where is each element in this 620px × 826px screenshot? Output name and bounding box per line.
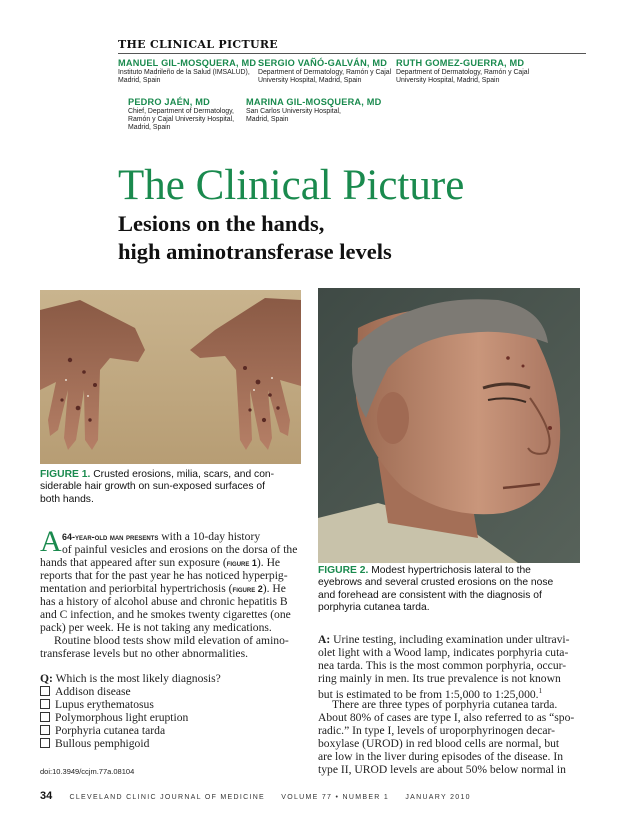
- author-name: MARINA GIL-MOSQUERA, MD: [246, 97, 382, 107]
- figure-2-caption: [318, 565, 584, 615]
- section-label: THE CLINICAL PICTURE: [118, 38, 278, 51]
- affiliation-line: Madrid, Spain: [246, 116, 289, 124]
- author-affiliation: [258, 69, 391, 85]
- volume: VOLUME 77: [281, 794, 333, 801]
- affiliation-line: Instituto Madrileño de la Salud (IMSALUD),: [118, 69, 250, 76]
- checkbox-icon[interactable]: [40, 712, 50, 722]
- author-affiliation: [118, 69, 256, 85]
- question: [40, 672, 221, 685]
- case-line-7: and C infection, and he smokes twenty cigarettes (one: [40, 608, 291, 621]
- affiliation-line: Madrid, Spain: [128, 124, 171, 132]
- option-label: Addison disease: [55, 685, 131, 698]
- affiliation-line: San Carlos University Hospital,: [246, 108, 341, 115]
- author-affiliation: [246, 108, 381, 124]
- author-name: RUTH GOMEZ-GUERRA, MD: [396, 58, 525, 68]
- drop-cap: A: [40, 525, 62, 558]
- article-subtitle-line-1: Lesions on the hands,: [118, 211, 325, 236]
- section-rule: [118, 53, 586, 54]
- option-polymorphous[interactable]: [40, 711, 188, 724]
- option-bullous[interactable]: [40, 737, 149, 750]
- line-text: mentation and periorbital hypertrichosis (: [40, 582, 233, 595]
- case-line-8: pack) per week. He is not taking any medications.: [40, 621, 272, 634]
- doi: doi:10.3949/ccjm.77a.08104: [40, 767, 135, 776]
- affiliation-line: Chief, Department of Dermatology,: [128, 108, 234, 115]
- answer-para2-line-4: boxylase (UROD) in red blood cells are normal, but: [318, 737, 560, 750]
- issue-number: NUMBER 1: [342, 794, 390, 801]
- line-text: with a 10-day history: [158, 530, 261, 543]
- case-para2-line-1: Routine blood tests show mild elevation of amino-: [54, 634, 289, 647]
- case-line-2: of painful vesicles and erosions on the dorsa of the: [62, 543, 298, 556]
- author-1: [118, 58, 256, 85]
- issue-date: JANUARY 2010: [405, 794, 471, 801]
- option-porphyria[interactable]: [40, 724, 165, 737]
- caption-line: Modest hypertrichosis lateral to the: [371, 565, 531, 576]
- figure-2-label: FIGURE 2.: [318, 565, 369, 576]
- line-text: ). He: [262, 582, 286, 595]
- answer-para2-line-1: There are three types of porphyria cutanea tarda.: [332, 698, 558, 711]
- case-line-4: reports that for the past year he has noticed hyperpig-: [40, 569, 288, 582]
- answer-para2-line-6: type II, UROD levels are about 50% below normal in: [318, 763, 566, 776]
- answer-line-4: ring mainly in men. Its true prevalence is not known: [318, 672, 561, 685]
- article-title: The Clinical Picture: [118, 162, 465, 209]
- case-line-3: [40, 556, 280, 570]
- author-name: PEDRO JAÉN, MD: [128, 97, 210, 107]
- question-label: Q:: [40, 672, 53, 685]
- caption-line: and forehead are consistent with the diagnosis of: [318, 589, 542, 601]
- option-label: Bullous pemphigoid: [55, 737, 150, 750]
- answer-para2-line-2: About 80% of cases are type I, also referred to as “spo-: [318, 711, 575, 724]
- figure-2-ref: figure 2: [232, 584, 263, 594]
- affiliation-line: Ramón y Cajal University Hospital,: [128, 116, 235, 124]
- case-line-6: has a history of alcohol abuse and chronic hepatitis B: [40, 595, 288, 608]
- article-subtitle-line-2: high aminotransferase levels: [118, 239, 392, 264]
- figure-1-caption: [40, 469, 302, 506]
- option-label: Polymorphous light eruption: [55, 711, 189, 724]
- checkbox-icon[interactable]: [40, 686, 50, 696]
- page-footer: [40, 790, 471, 802]
- author-name: MANUEL GIL-MOSQUERA, MD: [118, 58, 257, 68]
- question-text: Which is the most likely diagnosis?: [55, 672, 221, 685]
- option-label: Lupus erythematosus: [55, 698, 154, 711]
- author-affiliation: [128, 108, 234, 133]
- answer-para2-line-3: radic.” In type I, levels of uroporphyrinogen decar-: [318, 724, 556, 737]
- option-lupus[interactable]: [40, 698, 154, 711]
- affiliation-line: Department of Dermatology, Ramón y Cajal: [258, 69, 392, 76]
- affiliation-line: University Hospital, Madrid, Spain: [396, 77, 500, 85]
- caption-line: both hands.: [40, 493, 94, 505]
- figure-2-face-photo: [318, 288, 580, 563]
- answer-line-1: [318, 633, 569, 646]
- separator: •: [335, 794, 340, 801]
- journal-name: CLEVELAND CLINIC JOURNAL OF MEDICINE: [69, 794, 266, 801]
- affiliation-line: Department of Dermatology, Ramón y Cajal: [396, 69, 530, 76]
- lead-smallcaps: 64-year-old man presents: [62, 532, 159, 542]
- answer-line-2: olet light with a Wood lamp, indicates porphyria cuta-: [318, 646, 569, 659]
- case-line-5: [40, 582, 286, 596]
- figure-1-ref: figure 1: [226, 558, 257, 568]
- answer-line-3: nea tarda. This is the most common porphyria, occur-: [318, 659, 567, 672]
- checkbox-icon[interactable]: [40, 738, 50, 748]
- line-text: hands that appeared after sun exposure (: [40, 556, 227, 569]
- answer-label: A:: [318, 633, 331, 646]
- checkbox-icon[interactable]: [40, 725, 50, 735]
- case-line-1: [62, 530, 260, 544]
- author-2: [258, 58, 391, 85]
- author-5: [246, 97, 381, 124]
- author-3: [396, 58, 529, 85]
- caption-line: eyebrows and several crusted erosions on the nose: [318, 577, 554, 589]
- option-label: Porphyria cutanea tarda: [55, 724, 166, 737]
- affiliation-line: University Hospital, Madrid, Spain: [258, 77, 362, 85]
- option-addison[interactable]: [40, 685, 131, 698]
- caption-line: porphyria cutanea tarda.: [318, 602, 430, 614]
- author-name: SERGIO VAÑÓ-GALVÁN, MD: [258, 58, 388, 68]
- figure-1-hands-photo: [40, 290, 301, 464]
- author-affiliation: [396, 69, 529, 85]
- page-number: 34: [40, 790, 53, 802]
- author-4: [128, 97, 234, 133]
- caption-line: Crusted erosions, milia, scars, and con-: [93, 469, 275, 480]
- case-para2-line-2: transferase levels but no other abnormalities.: [40, 647, 248, 660]
- line-text: ). He: [256, 556, 281, 569]
- caption-line: siderable hair growth on sun-exposed surfaces of: [40, 481, 265, 493]
- reference-superscript: 1: [538, 687, 543, 695]
- answer-para2-line-5: are low in the liver during episodes of the disease. In: [318, 750, 564, 763]
- line-text: but is estimated to be from 1:5,000 to 1:25,000.: [318, 687, 539, 701]
- figure-1-label: FIGURE 1.: [40, 469, 91, 480]
- checkbox-icon[interactable]: [40, 699, 50, 709]
- line-text: Urine testing, including examination under ultravi-: [333, 633, 570, 646]
- affiliation-line: Madrid, Spain: [118, 77, 161, 85]
